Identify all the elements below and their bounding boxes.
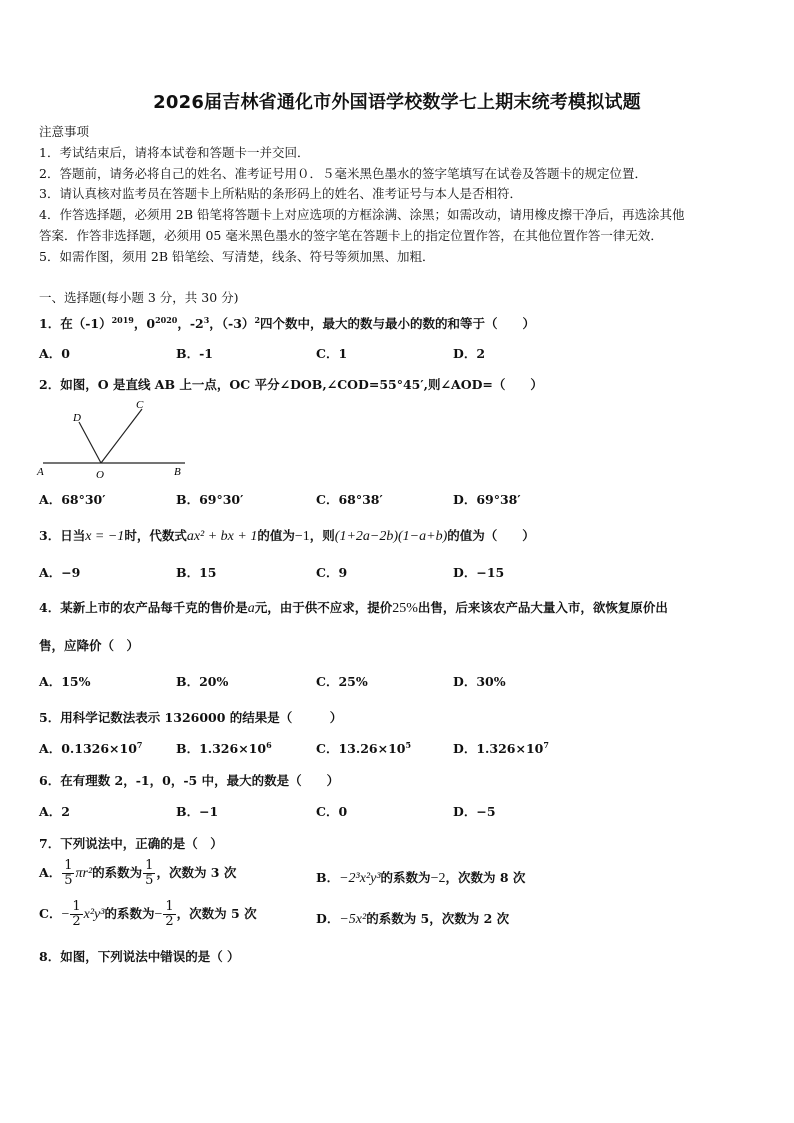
- label-d: D: [73, 412, 81, 424]
- option-a: A．−9: [39, 565, 81, 580]
- option-b: B．−2³x²y³的系数为−2，次数为 8 次: [316, 870, 526, 886]
- section-heading: 一、选择题(每小题 3 分，共 30 分): [39, 290, 239, 305]
- question-7: 7．下列说法中，正确的是（ ）: [39, 836, 223, 851]
- question-6: 6．在有理数 2，-1，0，-5 中，最大的数是（ ）: [39, 773, 340, 788]
- notice-item: 1．考试结束后，请将本试卷和答题卡一并交回．: [39, 145, 310, 160]
- option-c: C．$13.26\times 10^5$: [316, 739, 412, 756]
- question-4-line-1: 4．某新上市的农产品每千克的售价是a元，由于供不应求，提价25%出售，后来该农产品大量入市，欲恢复原价出: [39, 600, 668, 616]
- ray-od: [79, 422, 101, 463]
- notice-item: 4．作答选择题，必须用 2B 铅笔将答题卡上对应选项的方框涂满、涂黑；如需改动，请用橡皮擦干净后，再选涂其他: [39, 207, 685, 222]
- notice-item: 答案．作答非选择题，必须用 05 毫米黑色墨水的签字笔在答题卡上的指定位置作答，在其他位置作答一律无效．: [39, 228, 663, 243]
- option-d: D．$1.326\times 10^7$: [453, 739, 549, 756]
- angle-figure: [35, 395, 195, 480]
- option-c: C．9: [316, 565, 348, 580]
- notice-item: 3．请认真核对监考员在答题卡上所粘贴的条形码上的姓名、准考证号与本人是否相符．: [39, 186, 522, 201]
- option-c: C．25%: [316, 674, 368, 689]
- option-b: B．15: [176, 565, 217, 580]
- option-b: B．20%: [176, 674, 229, 689]
- option-d: D．−5x²的系数为 5，次数为 2 次: [316, 911, 510, 927]
- option-d: D．2: [453, 346, 486, 361]
- ray-oc: [101, 409, 142, 463]
- option-d: D．−5: [453, 804, 496, 819]
- option-b: B．$1.326\times 10^6$: [176, 739, 272, 756]
- notice-item: 5．如需作图，须用 2B 铅笔绘、写清楚，线条、符号等须加黑、加粗．: [39, 249, 435, 264]
- notice-item: 2．答题前，请务必将自己的姓名、准考证号用０．５毫米黑色墨水的签字笔填写在试卷及答题卡的规定位置．: [39, 166, 647, 181]
- label-b: B: [174, 466, 181, 478]
- page-title: 2026届吉林省通化市外国语学校数学七上期末统考模拟试题: [153, 92, 641, 113]
- question-3: 3．日当x = −1时，代数式ax² + bx + 1的值为−1，则(1+2a−2b)(1−a+b)的值为（ ）: [39, 528, 535, 544]
- notice-heading: 注意事项: [39, 124, 90, 139]
- option-d: D．69°38′: [453, 492, 521, 507]
- question-2: 2．如图，O 是直线 AB 上一点，OC 平分∠DOB,∠COD=55°45′,则∠AOD=（ ）: [39, 377, 543, 392]
- option-c: C．0: [316, 804, 348, 819]
- option-a: A．$0.1326\times 10^7$: [39, 739, 143, 756]
- option-a: A．2: [39, 804, 70, 819]
- question-5: 5．用科学记数法表示 1326000 的结果是（ ）: [39, 710, 343, 725]
- label-o: O: [96, 469, 104, 480]
- question-8: 8．如图，下列说法中错误的是（ ）: [39, 949, 240, 964]
- option-c: C．− $\frac{1}{2}$ x²y³的系数为− $\frac{1}{2}$ ，次数为 5 次: [39, 899, 257, 929]
- option-a: A．68°30′: [39, 492, 106, 507]
- option-c: C．1: [316, 346, 348, 361]
- question-1: 1．在$(-1)^{2019}$，$0^{2020}$，$-2^3$，$(-3)^2$四个数中，最大的数与最小的数的和等于（ ）: [39, 314, 536, 331]
- option-a: A．15%: [39, 674, 91, 689]
- option-b: B．69°30′: [176, 492, 244, 507]
- question-4-line-2: 售，应降价（ ）: [39, 638, 140, 653]
- option-b: B．-1: [176, 346, 213, 361]
- option-d: D．−15: [453, 565, 505, 580]
- option-a: A．0: [39, 346, 70, 361]
- label-a: A: [37, 466, 44, 478]
- option-a: A． $\frac{1}{5}$ πr²的系数为 $\frac{1}{5}$ ，次数为 3 次: [39, 858, 237, 888]
- label-c: C: [136, 399, 144, 411]
- option-c: C．68°38′: [316, 492, 383, 507]
- option-b: B．−1: [176, 804, 219, 819]
- option-d: D．30%: [453, 674, 506, 689]
